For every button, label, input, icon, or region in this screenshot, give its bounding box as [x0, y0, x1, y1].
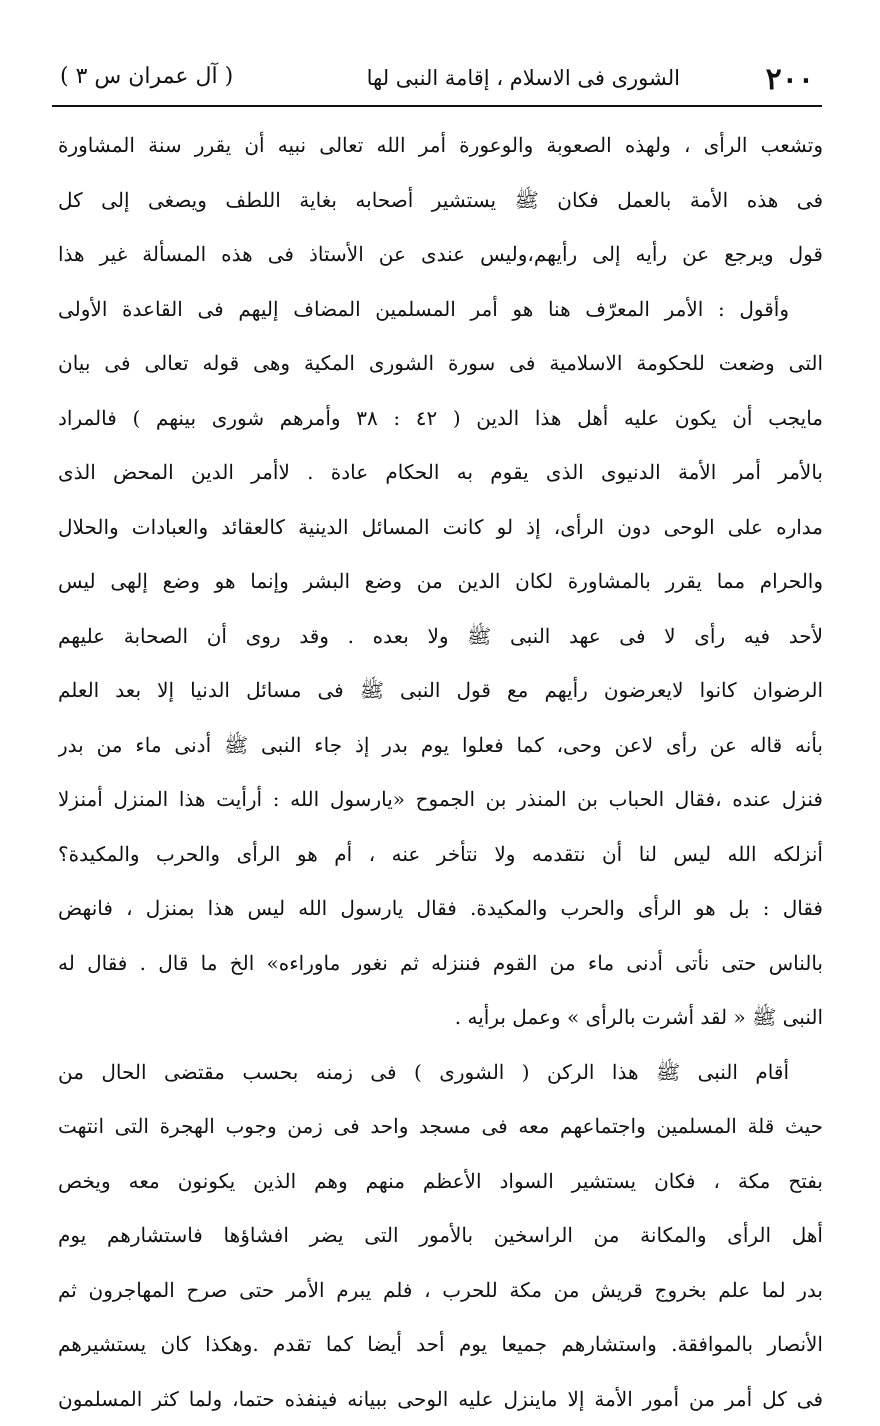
text-line: مداره على الوحى دون الرأى، إذ لو كانت المسائل الدينية كالعقائد والعبادات والحلال [58, 500, 823, 555]
text-line: لأحد فيه رأى لا فى عهد النبى ﷺ ولا بعده . وقد روى أن الصحابة عليهم [58, 609, 823, 664]
surah-reference: ( آل عمران س ٣ ) [60, 64, 233, 89]
text-line: بالأمر أمر الأمة الدنيوى الذى يقوم به الحكام عادة . لاأمر الدين المحض الذى [58, 445, 823, 500]
text-line: بأنه قاله عن رأى لاعن وحى، كما فعلوا يوم بدر إذ جاء النبى ﷺ أدنى ماء من بدر [58, 718, 823, 773]
text-line: أهل الرأى والمكانة من الراسخين بالأمور التى يضر افشاؤها فاستشارهم يوم [58, 1208, 823, 1263]
text-line: حيث قلة المسلمين واجتماعهم معه فى مسجد واحد فى زمن وجوب الهجرة التى انتهت [58, 1099, 823, 1154]
text-line: أقام النبى ﷺ هذا الركن ( الشورى ) فى زمنه بحسب مقتضى الحال من [58, 1045, 823, 1100]
text-line: والحرام مما يقرر بالمشاورة لكان الدين من وضع البشر وإنما هو وضع إلهى ليس [58, 554, 823, 609]
body-text [58, 118, 823, 1426]
text-line: فنزل عنده ،فقال الحباب بن المنذر بن الجموح «يارسول الله : أرأيت هذا المنزل أمنزلا [58, 772, 823, 827]
text-line: أنزلكه الله ليس لنا أن نتقدمه ولا نتأخر عنه ، أم هو الرأى والحرب والمكيدة؟ [58, 827, 823, 882]
text-line: فى هذه الأمة بالعمل فكان ﷺ يستشير أصحابه بغاية اللطف ويصغى إلى كل [58, 173, 823, 228]
page-number: ٢٠٠ [766, 62, 814, 97]
header-rule [52, 105, 822, 107]
page-header [60, 62, 820, 102]
text-line: بفتح مكة ، فكان يستشير السواد الأعظم منهم وهم الذين يكونون معه ويخص [58, 1154, 823, 1209]
text-line: الأنصار بالموافقة. واستشارهم جميعا يوم أحد أيضا كما تقدم .وهكذا كان يستشيرهم [58, 1317, 823, 1372]
text-line: قول ويرجع عن رأيه إلى رأيهم،وليس عندى عن الأستاذ فى هذه المسألة غير هذا [58, 227, 823, 282]
text-line: بالناس حتى نأتى أدنى ماء من القوم فننزله ثم نغور ماوراءه» الخ ما قال . فقال له [58, 936, 823, 991]
text-line: التى وضعت للحكومة الاسلامية فى سورة الشورى المكية وهى قوله تعالى فى بيان [58, 336, 823, 391]
text-line: النبى ﷺ « لقد أشرت بالرأى » وعمل برأيه . [58, 990, 823, 1045]
text-line: مايجب أن يكون عليه أهل هذا الدين ( ٤٢ : ٣٨ وأمرهم شورى بينهم ) فالمراد [58, 391, 823, 446]
text-line: وتشعب الرأى ، ولهذه الصعوبة والوعورة أمر الله تعالى نبيه أن يقرر سنة المشاورة [58, 118, 823, 173]
text-line: فقال : بل هو الرأى والحرب والمكيدة. فقال يارسول الله ليس هذا بمنزل ، فانهض [58, 881, 823, 936]
text-line: بدر لما علم بخروج قريش من مكة للحرب ، فلم يبرم الأمر حتى صرح المهاجرون ثم [58, 1263, 823, 1318]
text-line: فى كل أمر من أمور الأمة إلا ماينزل عليه الوحى ببيانه فينفذه حتما، ولما كثر المسلمون [58, 1372, 823, 1426]
text-line: الرضوان كانوا لايعرضون رأيهم مع قول النبى ﷺ فى مسائل الدنيا إلا بعد العلم [58, 663, 823, 718]
header-title: الشورى فى الاسلام ، إقامة النبى لها [367, 66, 680, 90]
text-line: وأقول : الأمر المعرّف هنا هو أمر المسلمين المضاف إليهم فى القاعدة الأولى [58, 282, 823, 337]
